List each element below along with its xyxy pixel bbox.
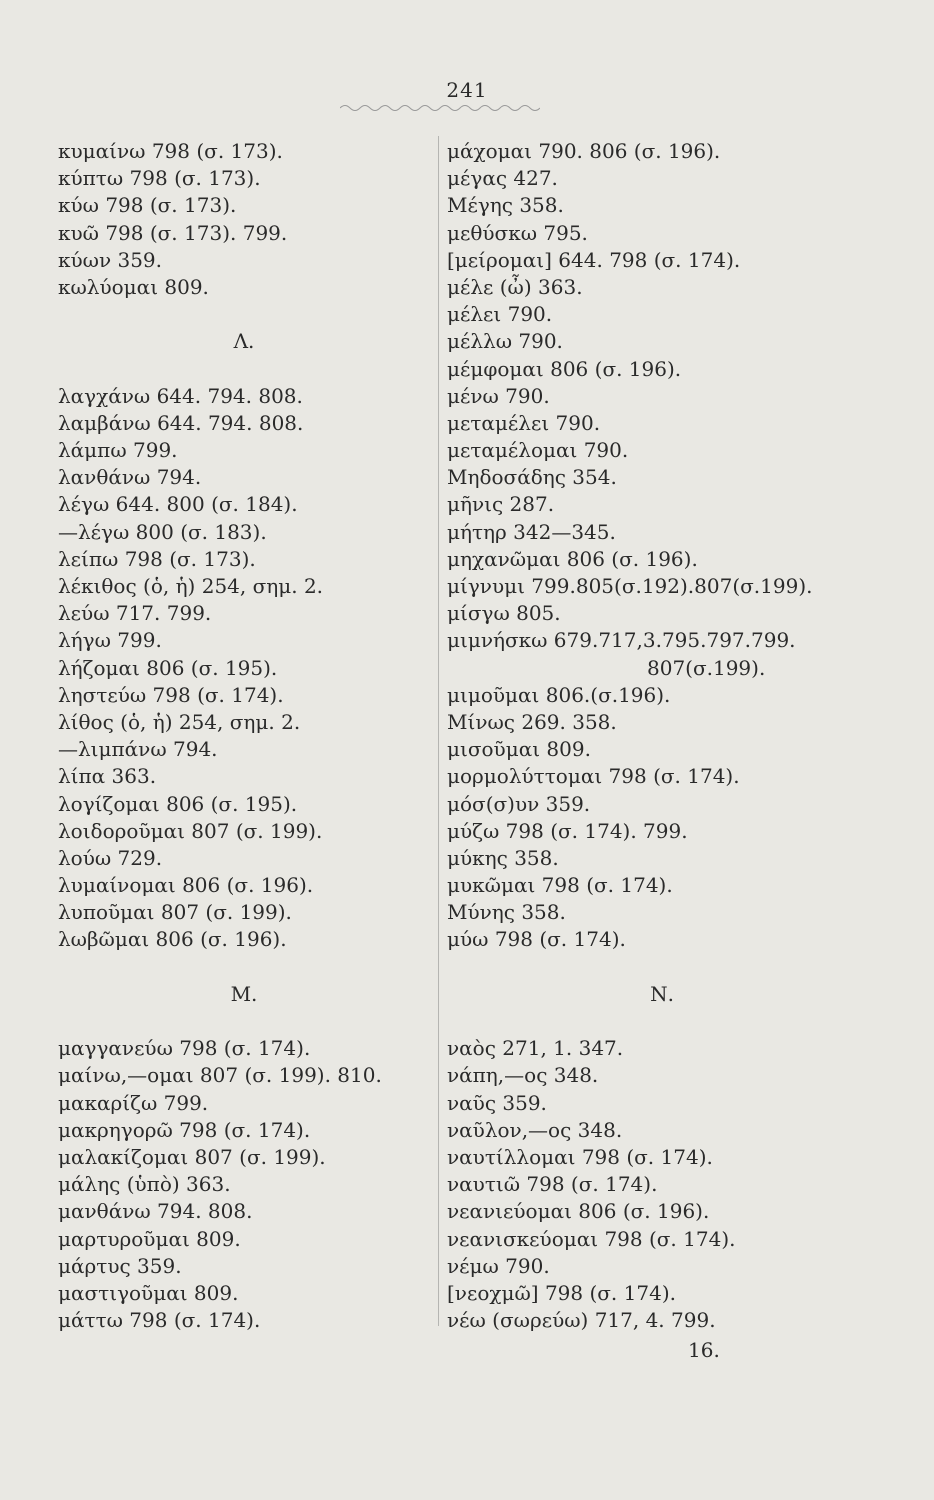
index-entry: Μύνης 358. <box>447 900 566 925</box>
index-entry: [νεοχμῶ] 798 (σ. 174). <box>447 1280 676 1305</box>
index-entry: νάπη,—ος 348. <box>447 1063 599 1088</box>
index-entry: κύπτω 798 (σ. 173). <box>58 166 261 191</box>
signature-mark: 16. <box>688 1338 720 1362</box>
index-entry: λήγω 799. <box>58 628 162 653</box>
index-entry: μέλει 790. <box>447 302 553 327</box>
index-entry: λαμβάνω 644. 794. 808. <box>58 410 304 435</box>
index-entry: μάττω 798 (σ. 174). <box>58 1308 261 1333</box>
index-entry: μαγγανεύω 798 (σ. 174). <box>58 1036 311 1061</box>
index-entry: μέγας 427. <box>447 166 558 191</box>
index-entry: λωβῶμαι 806 (σ. 196). <box>58 927 287 952</box>
index-entry: μορμολύττομαι 798 (σ. 174). <box>447 764 740 789</box>
index-entry: μύω 798 (σ. 174). <box>447 927 626 952</box>
index-entry: κυῶ 798 (σ. 173). 799. <box>58 220 288 245</box>
index-entry: λοιδοροῦμαι 807 (σ. 199). <box>58 818 323 843</box>
index-entry: μιμοῦμαι 806.(σ.196). <box>447 682 671 707</box>
index-entry: μαρτυροῦμαι 809. <box>58 1226 241 1251</box>
index-entry: μάλης (ὑπὸ) 363. <box>58 1172 231 1197</box>
index-entry: μέλλω 790. <box>447 329 563 354</box>
index-entry: [μείρομαι] 644. 798 (σ. 174). <box>447 247 741 272</box>
index-entry: Μέγης 358. <box>447 193 564 218</box>
index-entry: μύκης 358. <box>447 845 559 870</box>
index-entry: λαγχάνω 644. 794. 808. <box>58 383 303 408</box>
decorative-rule <box>340 102 540 114</box>
index-entry: μέλε (ὦ) 363. <box>447 274 583 299</box>
index-entry: λείπω 798 (σ. 173). <box>58 546 256 571</box>
index-entry: μῆνις 287. <box>447 492 555 517</box>
index-entry: μίγνυμι 799.805(σ.192).807(σ.199). <box>447 574 813 598</box>
index-entry: λέγω 644. 800 (σ. 184). <box>58 492 298 517</box>
index-entry: μήτηρ 342—345. <box>447 519 616 544</box>
index-entry: μάχομαι 790. 806 (σ. 196). <box>447 139 721 163</box>
index-entry: νεανιεύομαι 806 (σ. 196). <box>447 1199 710 1224</box>
index-entry: μίσγω 805. <box>447 601 561 626</box>
column-divider <box>438 136 439 1326</box>
index-entry: μένω 790. <box>447 383 550 408</box>
index-entry: μαλακίζομαι 807 (σ. 199). <box>58 1144 326 1169</box>
section-heading-mu: Μ. <box>230 981 258 1006</box>
index-entry: νεανισκεύομαι 798 (σ. 174). <box>447 1226 736 1251</box>
index-entry: ναὸς 271, 1. 347. <box>447 1036 624 1061</box>
page-number: 241 <box>446 78 488 102</box>
left-column <box>58 138 430 1334</box>
index-entry: κυμαίνω 798 (σ. 173). <box>58 139 283 163</box>
index-entry: ναυτίλλομαι 798 (σ. 174). <box>447 1144 713 1169</box>
index-entry: μόσ(σ)υν 359. <box>447 791 591 816</box>
index-entry: Μίνως 269. 358. <box>447 709 617 734</box>
index-entry: μάρτυς 359. <box>58 1253 182 1278</box>
index-entry-continuation: 807(σ.199). <box>647 655 766 680</box>
index-entry: λυμαίνομαι 806 (σ. 196). <box>58 873 314 898</box>
index-entry: μέμφομαι 806 (σ. 196). <box>447 356 682 381</box>
index-entry: μακαρίζω 799. <box>58 1090 209 1115</box>
index-entry: νέω (σωρεύω) 717, 4. 799. <box>447 1308 716 1333</box>
index-entry: μυκῶμαι 798 (σ. 174). <box>447 873 673 898</box>
index-entry: —λέγω 800 (σ. 183). <box>58 519 267 544</box>
index-entry: κωλύομαι 809. <box>58 274 209 299</box>
index-entry: λεύω 717. 799. <box>58 601 212 626</box>
index-entry: μύζω 798 (σ. 174). 799. <box>447 818 688 843</box>
index-entry: ληστεύω 798 (σ. 174). <box>58 682 284 707</box>
index-entry: λίπα 363. <box>58 764 157 789</box>
index-entry: νέμω 790. <box>447 1253 550 1278</box>
index-entry: μεθύσκω 795. <box>447 220 588 245</box>
index-entry: —λιμπάνω 794. <box>58 737 218 762</box>
index-entry: μισοῦμαι 809. <box>447 737 591 762</box>
index-entry: μαστιγοῦμαι 809. <box>58 1280 239 1305</box>
index-entry: κύων 359. <box>58 247 163 272</box>
index-entry: Μηδοσάδης 354. <box>447 465 617 490</box>
index-entry: μεταμέλει 790. <box>447 410 601 435</box>
index-entry: λήζομαι 806 (σ. 195). <box>58 655 278 680</box>
index-entry: λέκιθος (ὁ, ἡ) 254, σημ. 2. <box>58 574 324 598</box>
index-entry: λίθος (ὁ, ἡ) 254, σημ. 2. <box>58 709 301 734</box>
index-entry: λανθάνω 794. <box>58 465 202 490</box>
index-entry: λυποῦμαι 807 (σ. 199). <box>58 900 292 925</box>
index-entry: κύω 798 (σ. 173). <box>58 193 237 218</box>
index-entry: μηχανῶμαι 806 (σ. 196). <box>447 546 698 571</box>
section-heading-lambda: Λ. <box>233 329 255 354</box>
index-entry: λογίζομαι 806 (σ. 195). <box>58 791 298 816</box>
index-entry: λούω 729. <box>58 845 163 870</box>
index-entry: μανθάνω 794. 808. <box>58 1199 253 1224</box>
index-entry: ναῦς 359. <box>447 1090 547 1115</box>
index-entry: μεταμέλομαι 790. <box>447 438 629 463</box>
index-entry: μακρηγορῶ 798 (σ. 174). <box>58 1117 311 1142</box>
index-entry: ναῦλον,—ος 348. <box>447 1117 623 1142</box>
section-heading-nu: Ν. <box>650 981 674 1006</box>
index-entry: μιμνήσκω 679.717,3.795.797.799. <box>447 628 796 653</box>
index-entry: ναυτιῶ 798 (σ. 174). <box>447 1172 658 1197</box>
index-entry: λάμπω 799. <box>58 438 178 463</box>
right-column <box>447 138 877 1334</box>
index-entry: μαίνω,—ομαι 807 (σ. 199). 810. <box>58 1063 382 1088</box>
